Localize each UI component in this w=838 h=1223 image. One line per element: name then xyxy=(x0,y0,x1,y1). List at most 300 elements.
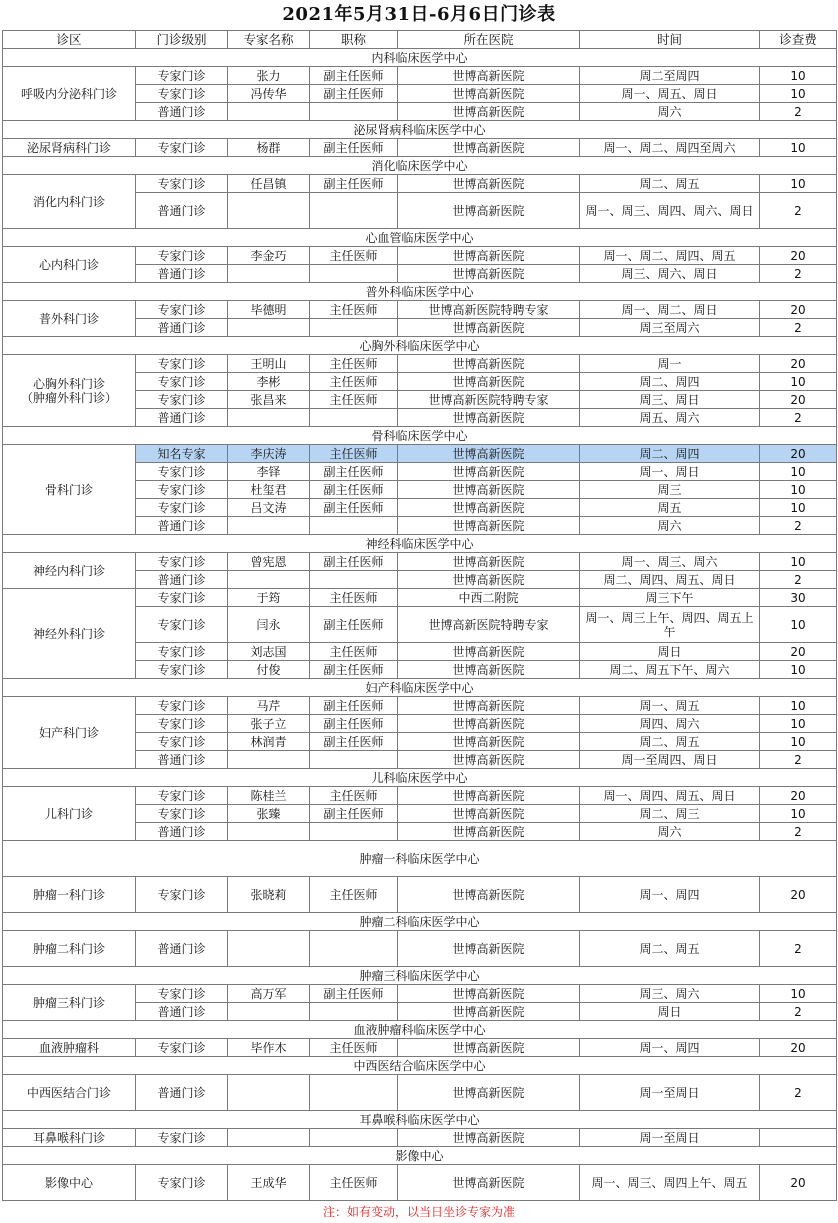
time-cell: 周一至周日 xyxy=(580,1129,760,1147)
time-cell: 周二、周五下午、周六 xyxy=(580,661,760,679)
fee-cell: 10 xyxy=(760,733,837,751)
section-title: 妇产科临床医学中心 xyxy=(3,679,837,697)
section-title: 中西医结合临床医学中心 xyxy=(3,1057,837,1075)
doctor-cell: 张力 xyxy=(228,67,310,85)
area-cell xyxy=(3,931,136,967)
area-cell xyxy=(3,301,136,337)
hospital-cell: 世博高新医院 xyxy=(398,787,580,805)
level-cell: 专家门诊 xyxy=(136,553,228,571)
doctor-cell xyxy=(228,103,310,121)
section-title: 血液肿瘤科临床医学中心 xyxy=(3,1021,837,1039)
doctor-cell xyxy=(228,931,310,967)
section-row xyxy=(3,337,837,355)
doctor-cell: 张子立 xyxy=(228,715,310,733)
area-cell xyxy=(3,139,136,157)
doctor-cell xyxy=(228,319,310,337)
time-cell: 周一、周三、周四、周六、周日 xyxy=(580,193,760,229)
column-header: 所在医院 xyxy=(398,31,580,49)
time-cell: 周一、周二、周日 xyxy=(580,301,760,319)
rank-cell: 主任医师 xyxy=(310,589,398,607)
hospital-cell: 世博高新医院 xyxy=(398,319,580,337)
footer-note: 注：如有变动，以当日坐诊专家为准 xyxy=(322,1205,515,1219)
fee-cell: 20 xyxy=(760,445,837,463)
fee-cell xyxy=(760,1129,837,1147)
hospital-cell: 世博高新医院特聘专家 xyxy=(398,301,580,319)
hospital-cell: 世博高新医院 xyxy=(398,67,580,85)
rank-cell: 主任医师 xyxy=(310,391,398,409)
time-cell: 周一、周二、周四至周六 xyxy=(580,139,760,157)
schedule-sheet xyxy=(2,0,836,1223)
rank-cell: 副主任医师 xyxy=(310,733,398,751)
column-header: 门诊级别 xyxy=(136,31,228,49)
time-cell: 周三下午 xyxy=(580,589,760,607)
rank-cell: 副主任医师 xyxy=(310,661,398,679)
area-label: （肿瘤外科门诊） xyxy=(20,390,117,405)
hospital-cell: 世博高新医院 xyxy=(398,103,580,121)
area-label: 血液肿瘤科 xyxy=(38,1040,99,1055)
hospital-cell: 世博高新医院 xyxy=(398,175,580,193)
rank-cell: 副主任医师 xyxy=(310,715,398,733)
fee-cell: 2 xyxy=(760,1003,837,1021)
area-cell xyxy=(3,1075,136,1111)
doctor-cell: 高万军 xyxy=(228,985,310,1003)
time-cell: 周日 xyxy=(580,1003,760,1021)
rank-cell: 主任医师 xyxy=(310,247,398,265)
section-title: 泌尿肾病科临床医学中心 xyxy=(3,121,837,139)
level-cell: 普通门诊 xyxy=(136,571,228,589)
column-header: 职称 xyxy=(310,31,398,49)
time-cell: 周二、周三 xyxy=(580,805,760,823)
level-cell: 专家门诊 xyxy=(136,985,228,1003)
doctor-cell: 闫永 xyxy=(228,607,310,643)
rank-cell: 主任医师 xyxy=(310,1039,398,1057)
time-cell: 周二至周四 xyxy=(580,67,760,85)
level-cell: 专家门诊 xyxy=(136,85,228,103)
fee-cell: 10 xyxy=(760,607,837,643)
section-row xyxy=(3,1021,837,1039)
doctor-cell xyxy=(228,1003,310,1021)
section-row xyxy=(3,229,837,247)
hospital-cell: 世博高新医院 xyxy=(398,733,580,751)
area-label: 神经外科门诊 xyxy=(32,626,105,641)
area-cell xyxy=(3,67,136,121)
table-row xyxy=(3,1075,837,1111)
header-row xyxy=(3,31,837,49)
section-row xyxy=(3,1057,837,1075)
level-cell: 专家门诊 xyxy=(136,1129,228,1147)
rank-cell xyxy=(310,193,398,229)
rank-cell: 副主任医师 xyxy=(310,481,398,499)
doctor-cell: 刘志国 xyxy=(228,643,310,661)
section-title: 心胸外科临床医学中心 xyxy=(3,337,837,355)
rank-cell xyxy=(310,517,398,535)
time-cell: 周二、周四、周五、周日 xyxy=(580,571,760,589)
time-cell: 周三 xyxy=(580,481,760,499)
rank-cell: 主任医师 xyxy=(310,787,398,805)
level-cell: 专家门诊 xyxy=(136,499,228,517)
fee-cell: 2 xyxy=(760,1075,837,1111)
doctor-cell: 王明山 xyxy=(228,355,310,373)
rank-cell: 主任医师 xyxy=(310,643,398,661)
doctor-cell: 付俊 xyxy=(228,661,310,679)
fee-cell: 10 xyxy=(760,67,837,85)
doctor-cell: 吕文涛 xyxy=(228,499,310,517)
fee-cell: 10 xyxy=(760,463,837,481)
hospital-cell: 世博高新医院 xyxy=(398,1129,580,1147)
time-cell: 周二、周五 xyxy=(580,733,760,751)
level-cell: 普通门诊 xyxy=(136,409,228,427)
level-cell: 专家门诊 xyxy=(136,805,228,823)
area-label: 心内科门诊 xyxy=(38,257,99,272)
area-label: 肿瘤二科门诊 xyxy=(32,941,105,956)
hospital-cell: 世博高新医院 xyxy=(398,517,580,535)
section-title: 肿瘤三科临床医学中心 xyxy=(3,967,837,985)
section-row xyxy=(3,913,837,931)
area-cell xyxy=(3,985,136,1021)
hospital-cell: 世博高新医院 xyxy=(398,823,580,841)
time-cell: 周三至周六 xyxy=(580,319,760,337)
fee-cell: 10 xyxy=(760,697,837,715)
fee-cell: 20 xyxy=(760,355,837,373)
level-cell: 普通门诊 xyxy=(136,1003,228,1021)
time-cell: 周一、周四、周五、周日 xyxy=(580,787,760,805)
rank-cell: 副主任医师 xyxy=(310,805,398,823)
area-cell xyxy=(3,697,136,769)
time-cell: 周二、周四 xyxy=(580,445,760,463)
section-row xyxy=(3,967,837,985)
doctor-cell: 杨群 xyxy=(228,139,310,157)
area-cell xyxy=(3,445,136,535)
level-cell: 普通门诊 xyxy=(136,193,228,229)
area-label: 神经内科门诊 xyxy=(32,563,105,578)
rank-cell: 副主任医师 xyxy=(310,463,398,481)
column-header: 诊查费 xyxy=(760,31,837,49)
hospital-cell: 世博高新医院 xyxy=(398,247,580,265)
level-cell: 普通门诊 xyxy=(136,823,228,841)
table-row xyxy=(3,931,837,967)
doctor-cell: 李彬 xyxy=(228,373,310,391)
fee-cell: 10 xyxy=(760,661,837,679)
table-row xyxy=(3,355,837,373)
area-label: 妇产科门诊 xyxy=(38,725,99,740)
fee-cell: 20 xyxy=(760,877,837,913)
doctor-cell xyxy=(228,751,310,769)
section-title: 神经科临床医学中心 xyxy=(3,535,837,553)
rank-cell: 副主任医师 xyxy=(310,175,398,193)
hospital-cell: 世博高新医院 xyxy=(398,985,580,1003)
doctor-cell: 李铎 xyxy=(228,463,310,481)
rank-cell: 副主任医师 xyxy=(310,85,398,103)
table-row xyxy=(3,247,837,265)
doctor-cell: 杜玺君 xyxy=(228,481,310,499)
fee-cell: 20 xyxy=(760,391,837,409)
doctor-cell xyxy=(228,1075,310,1111)
hospital-cell: 世博高新医院 xyxy=(398,139,580,157)
time-cell: 周一至周日 xyxy=(580,1075,760,1111)
rank-cell xyxy=(310,1129,398,1147)
area-cell xyxy=(3,877,136,913)
table-row xyxy=(3,67,837,85)
doctor-cell: 张昌来 xyxy=(228,391,310,409)
table-row xyxy=(3,1039,837,1057)
level-cell: 普通门诊 xyxy=(136,931,228,967)
fee-cell: 10 xyxy=(760,373,837,391)
section-title: 内科临床医学中心 xyxy=(3,49,837,67)
level-cell: 专家门诊 xyxy=(136,661,228,679)
section-title: 消化临床医学中心 xyxy=(3,157,837,175)
section-title: 儿科临床医学中心 xyxy=(3,769,837,787)
hospital-cell: 世博高新医院 xyxy=(398,373,580,391)
area-label: 消化内科门诊 xyxy=(32,194,105,209)
rank-cell xyxy=(310,751,398,769)
doctor-cell xyxy=(228,517,310,535)
section-title: 骨科临床医学中心 xyxy=(3,427,837,445)
column-header: 时间 xyxy=(580,31,760,49)
level-cell: 专家门诊 xyxy=(136,373,228,391)
level-cell: 专家门诊 xyxy=(136,247,228,265)
level-cell: 普通门诊 xyxy=(136,517,228,535)
level-cell: 专家门诊 xyxy=(136,139,228,157)
level-cell: 知名专家 xyxy=(136,445,228,463)
doctor-cell: 于筠 xyxy=(228,589,310,607)
hospital-cell: 世博高新医院 xyxy=(398,697,580,715)
time-cell: 周一、周四 xyxy=(580,1039,760,1057)
section-title: 肿瘤二科临床医学中心 xyxy=(3,913,837,931)
fee-cell: 20 xyxy=(760,1039,837,1057)
level-cell: 专家门诊 xyxy=(136,463,228,481)
rank-cell: 主任医师 xyxy=(310,355,398,373)
fee-cell: 2 xyxy=(760,823,837,841)
area-cell xyxy=(3,1039,136,1057)
fee-cell: 10 xyxy=(760,481,837,499)
rank-cell xyxy=(310,103,398,121)
rank-cell xyxy=(310,409,398,427)
hospital-cell: 世博高新医院 xyxy=(398,751,580,769)
time-cell: 周一、周三上午、周四、周五上午 xyxy=(580,607,760,643)
hospital-cell: 世博高新医院 xyxy=(398,1165,580,1201)
doctor-cell: 陈桂兰 xyxy=(228,787,310,805)
level-cell: 专家门诊 xyxy=(136,301,228,319)
section-title: 肿瘤一科临床医学中心 xyxy=(3,841,837,877)
table-row xyxy=(3,445,837,463)
rank-cell: 主任医师 xyxy=(310,1165,398,1201)
time-cell: 周三、周日 xyxy=(580,391,760,409)
column-header: 诊区 xyxy=(3,31,136,49)
level-cell: 专家门诊 xyxy=(136,787,228,805)
rank-cell: 主任医师 xyxy=(310,445,398,463)
level-cell: 专家门诊 xyxy=(136,643,228,661)
area-label: 心胸外科门诊 xyxy=(32,376,105,391)
area-cell xyxy=(3,589,136,679)
section-row xyxy=(3,769,837,787)
fee-cell: 2 xyxy=(760,193,837,229)
table-row xyxy=(3,877,837,913)
fee-cell: 10 xyxy=(760,985,837,1003)
rank-cell: 主任医师 xyxy=(310,877,398,913)
area-label: 普外科门诊 xyxy=(38,311,99,326)
fee-cell: 10 xyxy=(760,499,837,517)
hospital-cell: 世博高新医院 xyxy=(398,463,580,481)
fee-cell: 10 xyxy=(760,175,837,193)
time-cell: 周五、周六 xyxy=(580,409,760,427)
area-label: 肿瘤一科门诊 xyxy=(32,887,105,902)
hospital-cell: 世博高新医院 xyxy=(398,499,580,517)
table-row xyxy=(3,985,837,1003)
level-cell: 普通门诊 xyxy=(136,319,228,337)
section-row xyxy=(3,841,837,877)
level-cell: 专家门诊 xyxy=(136,877,228,913)
level-cell: 普通门诊 xyxy=(136,103,228,121)
area-cell xyxy=(3,1129,136,1147)
fee-cell: 20 xyxy=(760,787,837,805)
hospital-cell: 世博高新医院 xyxy=(398,481,580,499)
area-cell xyxy=(3,787,136,841)
doctor-cell xyxy=(228,1129,310,1147)
fee-cell: 10 xyxy=(760,715,837,733)
fee-cell: 20 xyxy=(760,643,837,661)
area-cell xyxy=(3,247,136,283)
hospital-cell: 世博高新医院 xyxy=(398,643,580,661)
doctor-cell xyxy=(228,409,310,427)
rank-cell xyxy=(310,1075,398,1111)
section-row xyxy=(3,1111,837,1129)
hospital-cell: 世博高新医院 xyxy=(398,805,580,823)
area-label: 泌尿肾病科门诊 xyxy=(26,140,111,155)
time-cell: 周五 xyxy=(580,499,760,517)
doctor-cell: 曾宪恩 xyxy=(228,553,310,571)
doctor-cell: 马芹 xyxy=(228,697,310,715)
level-cell: 专家门诊 xyxy=(136,1165,228,1201)
hospital-cell: 世博高新医院 xyxy=(398,715,580,733)
section-row xyxy=(3,1147,837,1165)
fee-cell: 10 xyxy=(760,805,837,823)
table-row xyxy=(3,697,837,715)
hospital-cell: 世博高新医院 xyxy=(398,877,580,913)
section-title: 普外科临床医学中心 xyxy=(3,283,837,301)
time-cell: 周一 xyxy=(580,355,760,373)
doctor-cell xyxy=(228,265,310,283)
rank-cell: 副主任医师 xyxy=(310,607,398,643)
rank-cell: 副主任医师 xyxy=(310,499,398,517)
rank-cell: 副主任医师 xyxy=(310,553,398,571)
hospital-cell: 世博高新医院 xyxy=(398,553,580,571)
time-cell: 周六 xyxy=(580,517,760,535)
level-cell: 专家门诊 xyxy=(136,1039,228,1057)
doctor-cell: 林润青 xyxy=(228,733,310,751)
area-cell xyxy=(3,175,136,229)
table-row xyxy=(3,589,837,607)
time-cell: 周二、周五 xyxy=(580,931,760,967)
rank-cell: 副主任医师 xyxy=(310,985,398,1003)
area-label: 肿瘤三科门诊 xyxy=(32,995,105,1010)
hospital-cell: 世博高新医院 xyxy=(398,1039,580,1057)
rank-cell xyxy=(310,571,398,589)
hospital-cell: 世博高新医院 xyxy=(398,85,580,103)
level-cell: 专家门诊 xyxy=(136,175,228,193)
section-row xyxy=(3,157,837,175)
rank-cell xyxy=(310,319,398,337)
table-row xyxy=(3,301,837,319)
level-cell: 普通门诊 xyxy=(136,265,228,283)
time-cell: 周一、周二、周四、周五 xyxy=(580,247,760,265)
time-cell: 周一至周四、周日 xyxy=(580,751,760,769)
fee-cell: 2 xyxy=(760,571,837,589)
time-cell: 周二、周五 xyxy=(580,175,760,193)
time-cell: 周一、周四 xyxy=(580,877,760,913)
hospital-cell: 中西二附院 xyxy=(398,589,580,607)
rank-cell: 主任医师 xyxy=(310,301,398,319)
page-title: 2021年5月31日-6月6日门诊表 xyxy=(282,4,556,25)
fee-cell: 10 xyxy=(760,85,837,103)
time-cell: 周六 xyxy=(580,823,760,841)
rank-cell xyxy=(310,931,398,967)
rank-cell: 副主任医师 xyxy=(310,67,398,85)
schedule-table xyxy=(2,30,837,1201)
time-cell: 周四、周六 xyxy=(580,715,760,733)
section-title: 影像中心 xyxy=(3,1147,837,1165)
hospital-cell: 世博高新医院 xyxy=(398,193,580,229)
time-cell: 周一、周日 xyxy=(580,463,760,481)
hospital-cell: 世博高新医院特聘专家 xyxy=(398,391,580,409)
table-row xyxy=(3,175,837,193)
doctor-cell: 张晓莉 xyxy=(228,877,310,913)
doctor-cell: 张臻 xyxy=(228,805,310,823)
doctor-cell: 王成华 xyxy=(228,1165,310,1201)
fee-cell: 2 xyxy=(760,103,837,121)
hospital-cell: 世博高新医院 xyxy=(398,445,580,463)
rank-cell xyxy=(310,1003,398,1021)
doctor-cell: 冯传华 xyxy=(228,85,310,103)
fee-cell: 2 xyxy=(760,265,837,283)
doctor-cell xyxy=(228,571,310,589)
hospital-cell: 世博高新医院 xyxy=(398,409,580,427)
time-cell: 周三、周六 xyxy=(580,985,760,1003)
doctor-cell: 毕德明 xyxy=(228,301,310,319)
fee-cell: 2 xyxy=(760,931,837,967)
time-cell: 周日 xyxy=(580,643,760,661)
hospital-cell: 世博高新医院 xyxy=(398,1003,580,1021)
doctor-cell xyxy=(228,823,310,841)
section-title: 心血管临床医学中心 xyxy=(3,229,837,247)
doctor-cell: 李庆涛 xyxy=(228,445,310,463)
fee-cell: 2 xyxy=(760,517,837,535)
area-label: 儿科门诊 xyxy=(44,806,93,821)
area-cell xyxy=(3,553,136,589)
section-row xyxy=(3,427,837,445)
column-header: 专家名称 xyxy=(228,31,310,49)
doctor-cell xyxy=(228,193,310,229)
rank-cell xyxy=(310,265,398,283)
hospital-cell: 世博高新医院 xyxy=(398,571,580,589)
level-cell: 专家门诊 xyxy=(136,607,228,643)
rank-cell: 副主任医师 xyxy=(310,139,398,157)
hospital-cell: 世博高新医院 xyxy=(398,931,580,967)
table-body xyxy=(3,31,837,1201)
fee-cell: 2 xyxy=(760,751,837,769)
time-cell: 周一、周五、周日 xyxy=(580,85,760,103)
section-row xyxy=(3,679,837,697)
doctor-cell: 李金巧 xyxy=(228,247,310,265)
level-cell: 专家门诊 xyxy=(136,589,228,607)
table-row xyxy=(3,139,837,157)
level-cell: 普通门诊 xyxy=(136,1075,228,1111)
table-row xyxy=(3,787,837,805)
level-cell: 专家门诊 xyxy=(136,67,228,85)
hospital-cell: 世博高新医院 xyxy=(398,355,580,373)
time-cell: 周二、周四 xyxy=(580,373,760,391)
level-cell: 普通门诊 xyxy=(136,751,228,769)
fee-cell: 20 xyxy=(760,247,837,265)
